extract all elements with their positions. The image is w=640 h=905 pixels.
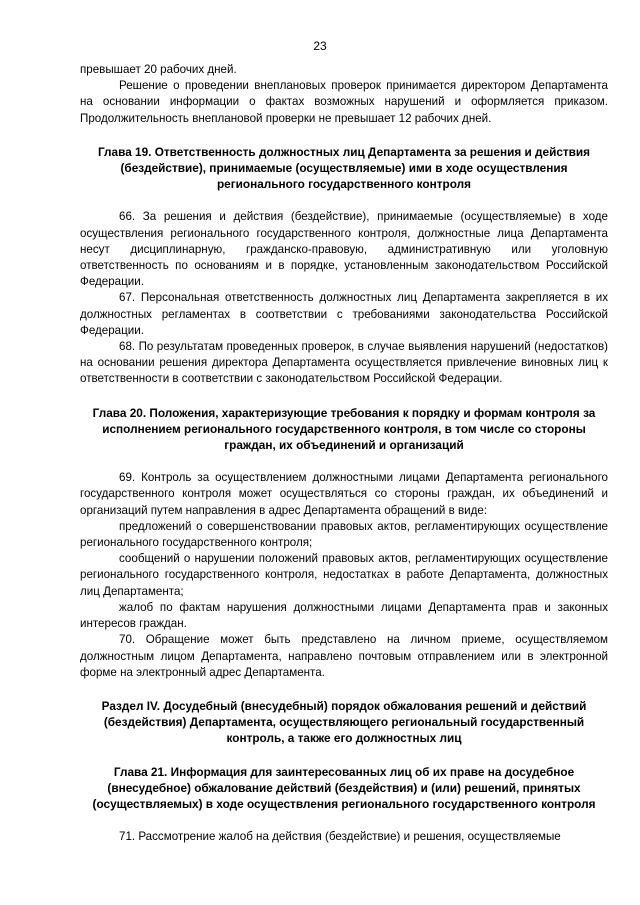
section-iv-heading: Раздел IV. Досудебный (внесудебный) порядок обжалования решений и действий (бездействия) Департамента, осуществляющего региональный государственный контроль, а также его должностных лиц [101,698,587,746]
paragraph-69: 69. Контроль за осуществлением должностными лицами Департамента регионального государственного контроля может осуществляться со стороны граждан, их объединений и организаций путем направления в адрес Департамента обращений в виде: [80,471,608,517]
paragraph-71: 71. Рассмотрение жалоб на действия (бездействие) и решения, осуществляемые [119,830,561,844]
page-number: 23 [313,39,327,53]
paragraph-70: 70. Обращение может быть представлено на личном приеме, осуществляемом должностным лицом Департамента, направлено почтовым отправлением или в электронной форме на электронный адрес Департамента. [80,633,608,679]
paragraph-67: 67. Персональная ответственность должностных лиц Департамента закрепляется в их должностных регламентах в соответствии с требованиями законодательства Российской Федерации. [80,291,608,337]
paragraph-unscheduled-inspection: Решение о проведении внеплановых проверок принимается директором Департамента на основании информации о фактах возможных нарушений и оформляется приказом. Продолжительность внеплановой проверки не превышает 12 рабочих дней. [80,79,608,125]
page-content [80,62,608,845]
chapter-19-heading: Глава 19. Ответственность должностных лиц Департамента за решения и действия (бездействие), принимаемые (осуществляемые) ими в ходе осуществления регионального государственного контроля [97,144,591,192]
paragraph-66: 66. За решения и действия (бездействие), принимаемые (осуществляемые) в ходе осуществления регионального государственного контроля, должностные лица Департамента несут дисциплинарную, гражданско-правовую, административную или уголовную ответственность по основаниям и в порядке, установленным законодательством Российской Федерации. [80,210,608,289]
list-item-complaints: жалоб по фактам нарушения должностными лицами Департамента прав и законных интересов граждан. [80,600,608,631]
list-item-reports: сообщений о нарушении положений правовых актов, регламентирующих осуществление регионального государственного контроля, недостатках в работе Департамента, должностных лиц Департамента; [80,552,608,598]
paragraph-continuation: превышает 20 рабочих дней. [80,63,237,76]
chapter-21-heading: Глава 21. Информация для заинтересованных лиц об их праве на досудебное (внесудебное) обжалование действий (бездействия) и (или) решений, принятых (осуществляемых) в ходе осуществления регионального государственного контроля [92,764,596,811]
list-item-proposals: предложений о совершенствовании правовых актов, регламентирующих осуществление регионального государственного контроля; [80,519,608,550]
chapter-20-heading: Глава 20. Положения, характеризующие требования к порядку и формам контроля за исполнением регионального государственного контроля, в том числе со стороны граждан, их объединений и организаций [92,405,596,453]
paragraph-68: 68. По результатам проведенных проверок, в случае выявления нарушений (недостатков) на основании решения директора Департамента осуществляется привлечение виновных лиц к ответственности в соответствии с законодательством Российской Федерации. [80,340,608,386]
